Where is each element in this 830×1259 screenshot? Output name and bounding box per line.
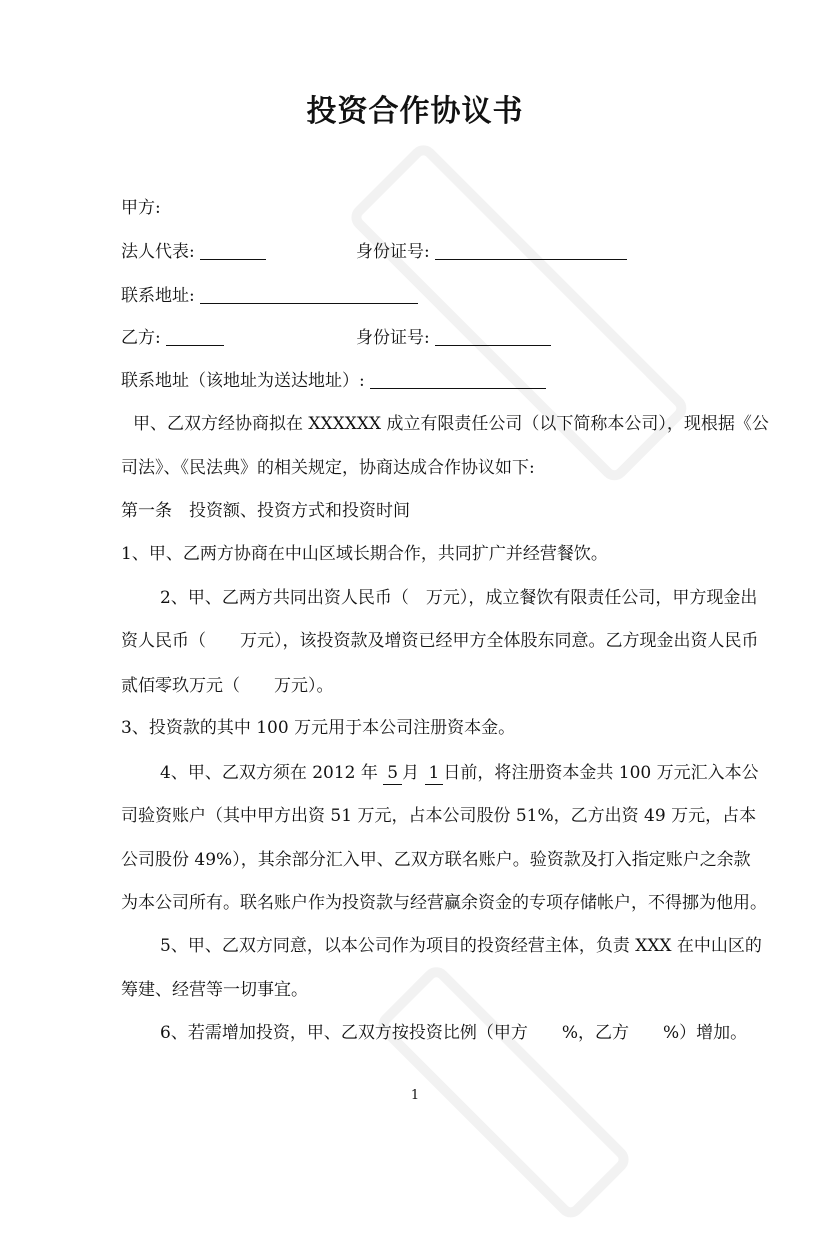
address-label: 联系地址: — [121, 286, 195, 306]
legal-rep-row — [121, 241, 721, 263]
id-no-blank — [435, 241, 627, 260]
address-service-row — [121, 370, 546, 392]
paragraph-5-line-1: 5、甲、乙双方同意，以本公司作为项目的投资经营主体，负责 XXX 在中山区的 — [160, 936, 762, 956]
id-no-b-label: 身份证号: — [356, 328, 430, 348]
paragraph-6: 6、若需增加投资，甲、乙双方按投资比例（甲方 %，乙方 %）增加。 — [160, 1023, 748, 1043]
party-a-label: 甲方: — [121, 198, 161, 218]
paragraph-4-line-2: 司验资账户（其中甲方出资 51 万元，占本公司股份 51%，乙方出资 49 万元，占本 — [121, 806, 757, 826]
intro-line-2: 司法》、《民法典》的相关规定，协商达成合作协议如下: — [121, 458, 535, 478]
p4-day: 1 — [425, 762, 444, 785]
paragraph-2-line-3: 贰佰零玖万元（ 万元）。 — [121, 676, 334, 696]
party-b-row — [121, 327, 721, 349]
p4-text-c: 日前，将注册资本金共 100 万元汇入本公 — [443, 763, 759, 783]
party-b-blank — [166, 327, 224, 346]
intro-line-1: 甲、乙双方经协商拟在 XXXXXX 成立有限责任公司（以下简称本公司），现根据《公 — [133, 414, 769, 434]
paragraph-4-line-1 — [160, 762, 759, 785]
address-service-blank — [370, 370, 546, 389]
paragraph-1: 1、甲、乙两方协商在中山区域长期合作，共同扩广并经营餐饮。 — [121, 544, 608, 564]
id-no-label: 身份证号: — [356, 242, 430, 262]
paragraph-4-line-3: 公司股份 49%），其余部分汇入甲、乙双方联名账户。验资款及打入指定账户之余款 — [121, 850, 751, 870]
paragraph-4-line-4: 为本公司所有。联名账户作为投资款与经营赢余资金的专项存储帐户，不得挪为他用。 — [121, 893, 767, 913]
page-number: 1 — [410, 1088, 420, 1103]
p4-text-a: 4、甲、乙双方须在 2012 年 — [160, 763, 378, 783]
paragraph-5-line-2: 筹建、经营等一切事宜。 — [121, 980, 308, 1000]
id-no-b-blank — [435, 327, 551, 346]
paragraph-2-line-1: 2、甲、乙两方共同出资人民币（ 万元），成立餐饮有限责任公司，甲方现金出 — [160, 588, 758, 608]
p4-month: 5 — [383, 762, 402, 785]
legal-rep-blank — [200, 241, 266, 260]
document-title: 投资合作协议书 — [306, 94, 524, 129]
address-service-label: 联系地址（该地址为送达地址）: — [121, 371, 365, 391]
party-b-label: 乙方: — [121, 328, 161, 348]
watermark-bottom — [352, 962, 649, 1259]
paragraph-2-line-2: 资人民币（ 万元），该投资款及增资已经甲方全体股东同意。乙方现金出资人民币 — [121, 631, 759, 651]
paragraph-3: 3、投资款的其中 100 万元用于本公司注册资本金。 — [121, 718, 516, 738]
address-row — [121, 285, 418, 307]
legal-rep-label: 法人代表: — [121, 242, 195, 262]
article-1-heading: 第一条 投资额、投资方式和投资时间 — [121, 501, 410, 521]
address-blank — [200, 285, 418, 304]
p4-text-b: 月 — [402, 763, 420, 783]
